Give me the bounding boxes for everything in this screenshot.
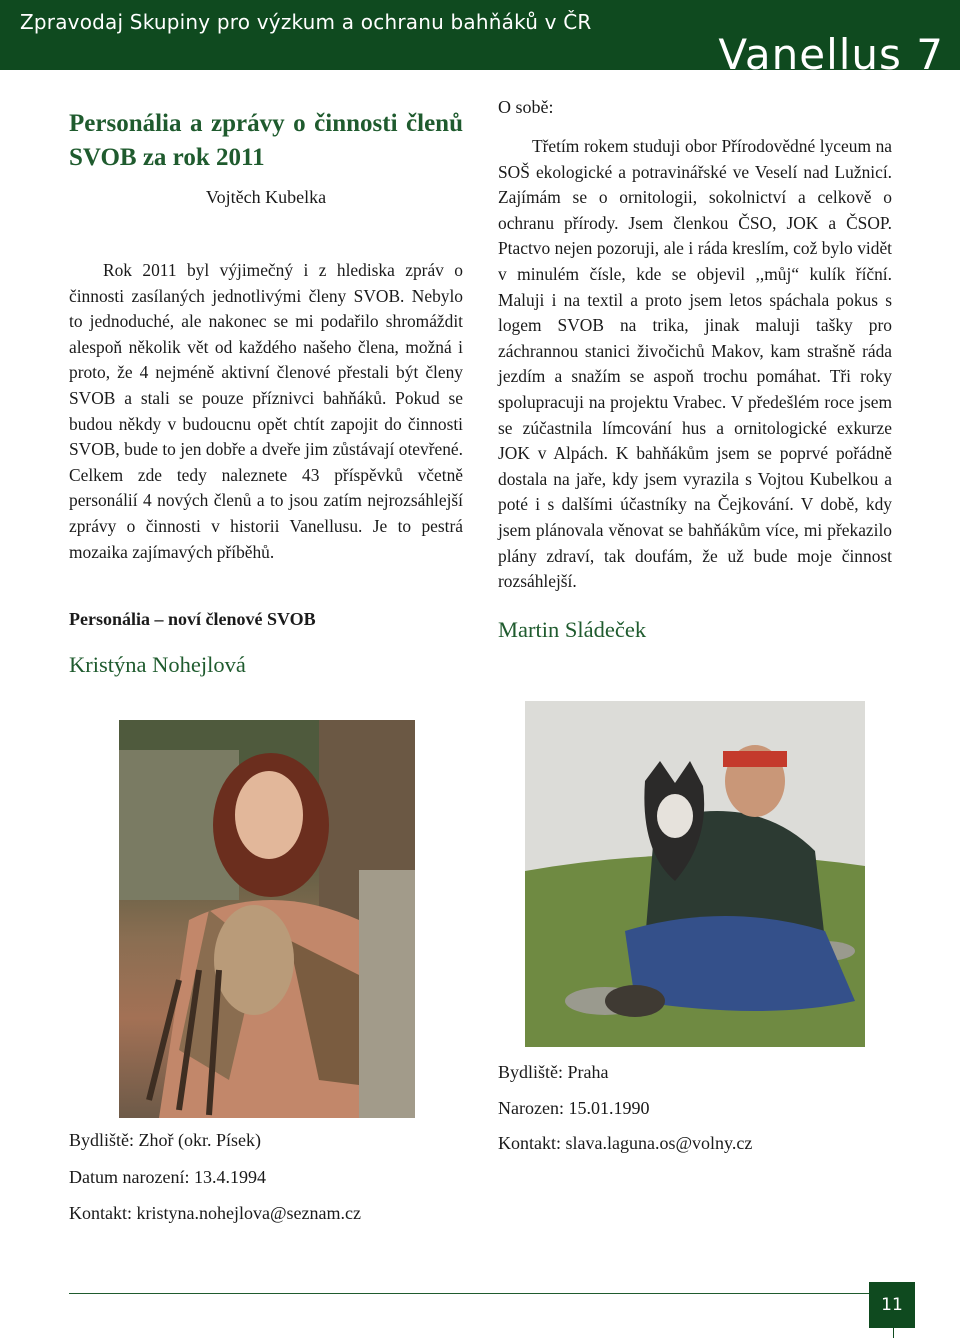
about-label: O sobě: (498, 97, 554, 117)
member-name-martin: Martin Sládeček (498, 616, 647, 642)
article-title: Personália a zprávy o činnosti členů SVOB za rok 2011 (69, 110, 463, 171)
photo-kristyna-with-hawk (119, 720, 415, 1118)
member-name-kristyna: Kristýna Nohejlová (69, 652, 246, 678)
page-header (0, 0, 960, 79)
right-column (498, 95, 892, 1153)
birthdate-kristyna: Datum narození: 13.4.1994 (69, 1167, 266, 1187)
residence-martin: Bydliště: Praha (498, 1062, 609, 1082)
footer-divider (69, 1293, 869, 1294)
about-paragraph: Třetím rokem studuji obor Přírodovědné lyceum na SOŠ ekologické a potravinářské ve Veselí nad Lužnicí. Zajímám se o ornitologii, sokolnictví a celkově o ochranu přírody. Jsem členkou ČSO, JOK a ČSOP. Ptactvo nejen pozoruji, ale i ráda kreslím, což bylo vidět v minulém čísle, kde se objevil ,,můj“ kulík říční. Maluji i na textil a proto jsem letos spáchala pokus s logem SVOB na trika, jinak maluji tašky pro záchrannou stanici živočichů Makov, kam strašně ráda jezdím a snažím se aspoň trochu pomáhat. Tři roky spolupracuji na projektu Vrabec. V předešlém roce jsem se zúčastnila límcování hus a ornitologické exkurze JOK v Alpách. K bahňákům jsem se poprvé pořádně dostala na jaře, kdy jsem vyrazila s Vojtou Kubelkou a poté i s dalšími účastníky na Čejkování. V době, kdy jsem plánovala věnovat se bahňákům více, mi překazilo plány zdraví, tak doufám, že už bude moje činnost rozsáhlejší. (498, 136, 892, 592)
birthdate-martin: Narozen: 15.01.1990 (498, 1098, 650, 1118)
page-number: 11 (881, 1295, 903, 1315)
contact-kristyna: Kontakt: kristyna.nohejlova@seznam.cz (69, 1203, 361, 1223)
issue-title: Vanellus 7 (718, 30, 944, 79)
residence-kristyna: Bydliště: Zhoř (okr. Písek) (69, 1130, 261, 1150)
left-column (69, 95, 463, 1223)
article-author: Vojtěch Kubelka (205, 187, 327, 207)
section-heading: Personália – noví členové SVOB (69, 609, 316, 630)
newsletter-title: Zpravodaj Skupiny pro výzkum a ochranu bahňáků v ČR (20, 10, 592, 34)
photo-martin-with-dog (525, 701, 865, 1047)
page-number-badge (869, 1282, 915, 1328)
intro-paragraph: Rok 2011 byl výjimečný i z hlediska zpráv o činnosti zasílaných jednotlivými členy SVOB. Nebylo to jednoduché, ale nakonec se mi podařilo shromáždit alespoň několik vět od každého našeho člena, možná i proto, že 4 nejméně aktivní členové přestali být členy SVOB a stali se pouze příznivci bahňáků. Pokud se budou někdy v budoucnu opět chtít zapojit do činnosti SVOB, bude to jen dobře a dveře jim zůstávají otevřené. Celkem zde tedy naleznete 43 příspěvků včetně personálií 4 nových členů a to jsou zatím nejrozsáhlejší zprávy o činnosti v historii Vanellusu. Je to pestrá mozaika zajímavých příběhů. (69, 260, 463, 562)
contact-martin: Kontakt: slava.laguna.os@volny.cz (498, 1133, 753, 1153)
page-badge-tick (893, 1328, 894, 1338)
